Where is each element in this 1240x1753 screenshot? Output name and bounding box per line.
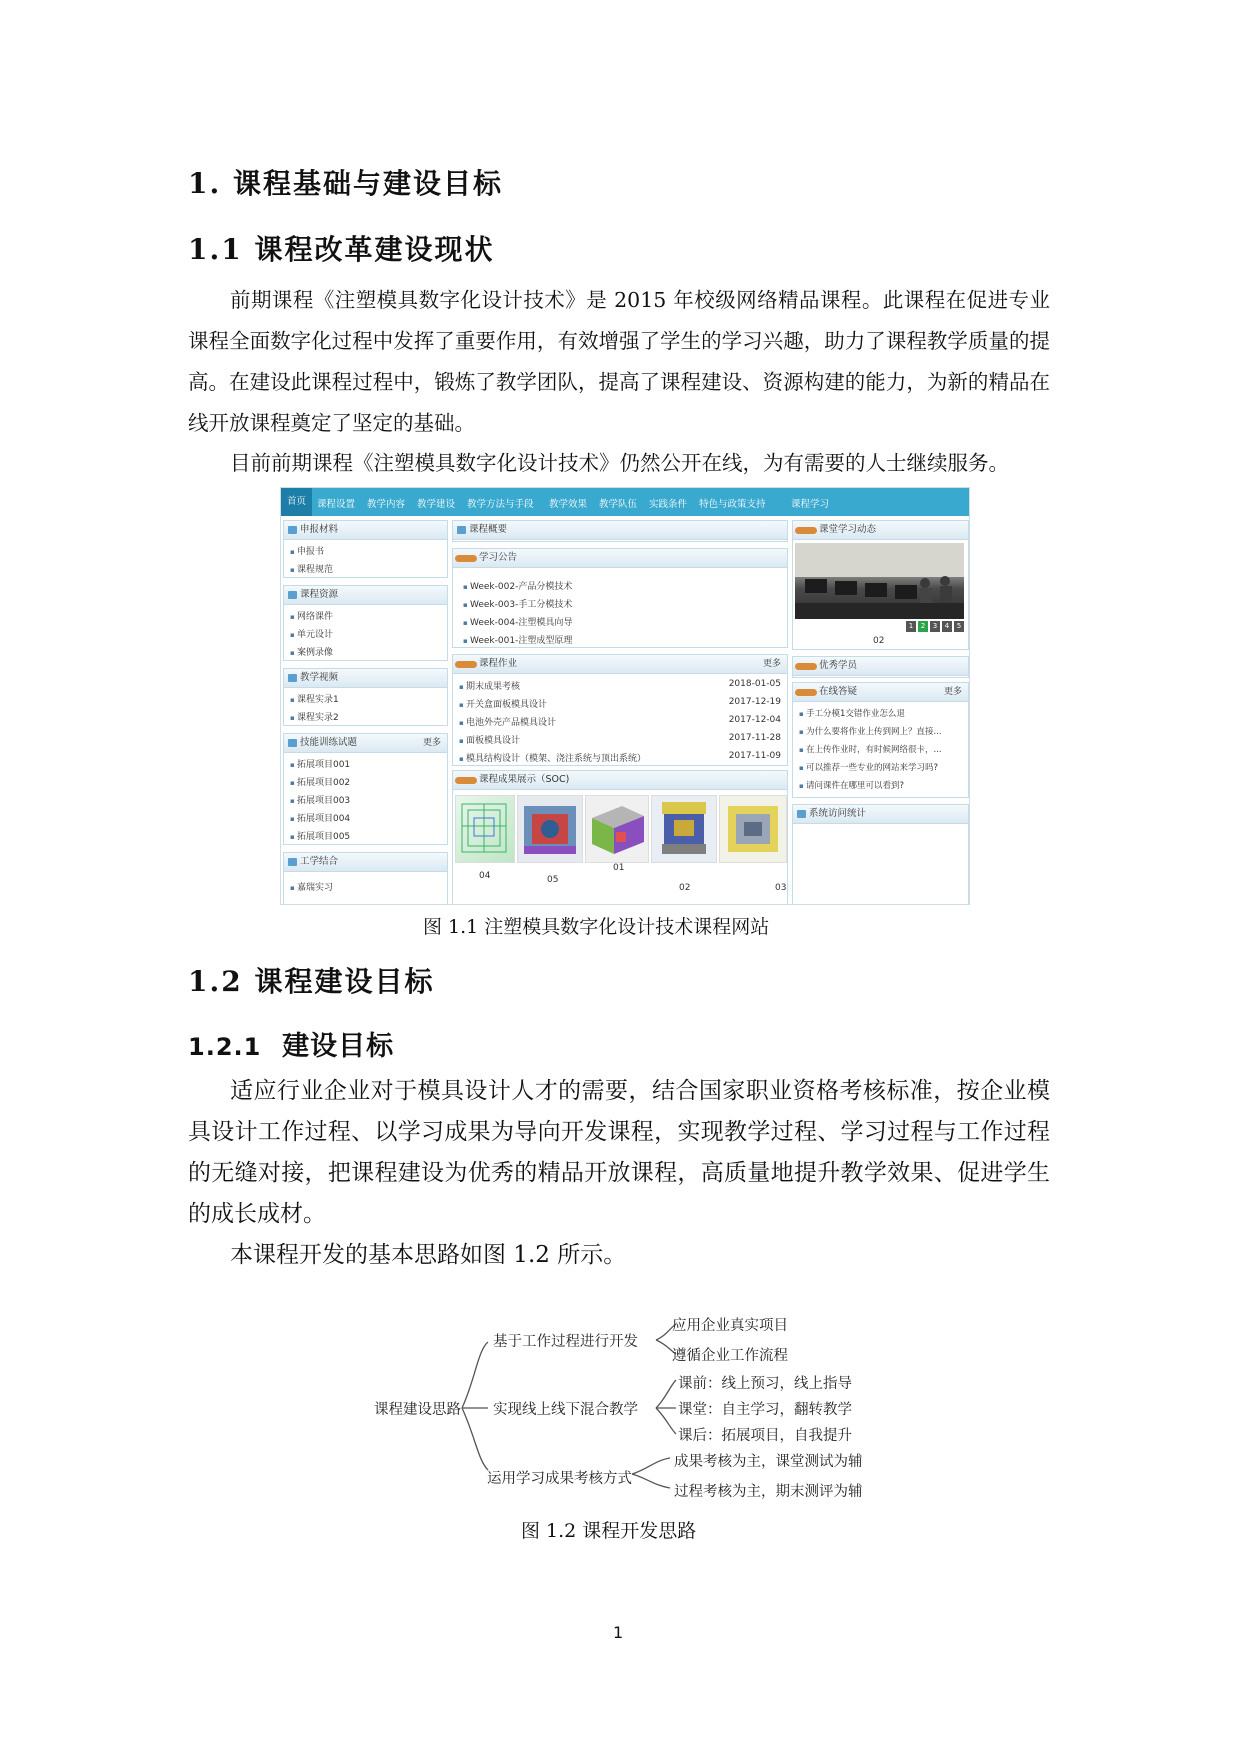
qa-item: ▪ 手工分模1交错作业怎么退 xyxy=(799,707,905,719)
soc-label: 04 xyxy=(479,871,491,881)
cad-block-icon xyxy=(586,796,648,862)
section-heading-1-2-1 xyxy=(188,1024,394,1063)
list-item: ▪ 课程实录2 xyxy=(290,710,339,723)
panel-title-text: 技能训练试题 xyxy=(300,737,358,748)
more-link: 更多 xyxy=(422,738,441,748)
nav-item-home: 首页 xyxy=(281,488,312,516)
soc-label: 05 xyxy=(547,875,559,885)
homework-date: 2017-12-19 xyxy=(728,697,781,707)
panel-notices xyxy=(452,548,788,648)
notice-item: ▪ Week-004-注塑模具向导 xyxy=(463,615,572,628)
list-item: ▪ 拓展项目001 xyxy=(290,757,350,770)
qa-item: ▪ 为什么要将作业上传到网上？直接... xyxy=(799,725,942,737)
list-item: ▪ 拓展项目004 xyxy=(290,811,350,824)
homework-date: 2017-11-28 xyxy=(728,733,781,743)
panel-title xyxy=(284,734,447,753)
mindmap-leaf: 遵循企业工作流程 xyxy=(672,1348,788,1364)
section-heading-1: 1. 课程基础与建设目标 xyxy=(188,167,503,200)
figure-caption-1-2: 图 1.2 课程开发思路 xyxy=(521,1520,697,1542)
page-number: 1 xyxy=(613,1623,624,1642)
list-item: ▪ 课程实录1 xyxy=(290,692,339,705)
list-item: ▪ 嘉瑞实习 xyxy=(290,880,333,893)
mindmap-leaf: 课前：线上预习，线上指导 xyxy=(678,1376,852,1392)
list-item: ▪ 拓展项目003 xyxy=(290,793,350,806)
list-item: ▪ 拓展项目005 xyxy=(290,829,350,842)
mindmap-leaf: 课后：拓展项目，自我提升 xyxy=(678,1428,852,1444)
list-item: ▪ 拓展项目002 xyxy=(290,775,350,788)
nav-item: 教学效果 xyxy=(549,499,588,510)
photo-pager xyxy=(904,621,964,632)
panel-application xyxy=(283,520,448,578)
homework-item: ▪ 期末成果考核 xyxy=(459,679,520,692)
panel-skill-tests xyxy=(283,733,448,845)
panel-class-dynamics xyxy=(792,520,969,650)
course-website-screenshot xyxy=(280,487,970,905)
mindmap-branch: 运用学习成果考核方式 xyxy=(487,1471,632,1487)
list-item: ▪ 网络课件 xyxy=(290,609,333,622)
panel-title xyxy=(793,683,968,702)
paragraph-course-status: 前期课程《注塑模具数字化设计技术》是 2015 年校级网络精品课程。此课程在促进专业课程全面数字化过程中发挥了重要作用，有效增强了学生的学习兴趣，助力了课程教学质量的提高。在建设此课程过程中，锻炼了教学团队，提高了课程建设、资源构建的能力，为新的精品在线开放课程奠定了坚定的基础。 xyxy=(188,288,1050,435)
list-item: ▪ 申报书 xyxy=(290,544,324,557)
nav-item: 教学方法与手段 xyxy=(467,499,534,510)
homework-date: 2018-01-05 xyxy=(728,679,781,689)
notice-item: ▪ Week-001-注塑成型原理 xyxy=(463,633,572,646)
cad-mold-icon xyxy=(518,796,582,862)
panel-title: 课程概要 xyxy=(453,521,787,540)
photo-label: 02 xyxy=(873,636,885,646)
homework-date: 2017-11-09 xyxy=(728,751,781,761)
cad-wireframe-icon xyxy=(456,796,514,862)
panel-videos xyxy=(283,668,448,726)
qa-item: ▪ 在上传作业时，有时候网络很卡，... xyxy=(799,743,942,755)
homework-item: ▪ 电池外壳产品模具设计 xyxy=(459,715,556,728)
soc-label: 01 xyxy=(613,863,625,873)
heading-text: 建设目标 xyxy=(282,1031,395,1062)
panel-title xyxy=(453,655,787,674)
nav-item: 课程学习 xyxy=(791,499,830,510)
nav-item: 教学建设 xyxy=(417,499,456,510)
panel-work-study xyxy=(283,852,448,905)
panel-title: 教学视频 xyxy=(284,669,447,688)
panel-title: 工学结合 xyxy=(284,853,447,872)
mindmap-branch: 基于工作过程进行开发 xyxy=(493,1334,638,1350)
heading-number: 1.2.1 xyxy=(188,1033,262,1061)
paragraph-course-online: 目前前期课程《注塑模具数字化设计技术》仍然公开在线，为有需要的人士继续服务。 xyxy=(230,451,1009,475)
panel-excellent-students xyxy=(792,656,969,678)
cad-mold-image xyxy=(719,795,787,863)
mindmap-root: 课程建设思路 xyxy=(374,1402,461,1418)
panel-online-qa xyxy=(792,682,969,798)
soc-label: 03 xyxy=(775,883,787,893)
panel-title: 优秀学员 xyxy=(793,657,968,676)
homework-date: 2017-12-04 xyxy=(728,715,781,725)
soc-label: 02 xyxy=(679,883,691,893)
panel-title-text: 课程作业 xyxy=(479,658,518,669)
more-link: 更多 xyxy=(762,659,781,669)
qa-item: ▪ 可以推荐一些专业的网站来学习吗? xyxy=(799,761,938,773)
cad-mold-image xyxy=(651,795,717,863)
cad-mold-image xyxy=(517,795,583,863)
pager-page: 5 xyxy=(954,621,964,632)
nav-item: 特色与政策支持 xyxy=(699,499,766,510)
cad-mold-image xyxy=(455,795,515,863)
pager-page-active: 2 xyxy=(918,621,928,632)
nav-item: 教学队伍 xyxy=(599,499,638,510)
notice-item: ▪ Week-002-产品分模技术 xyxy=(463,579,572,592)
panel-title: 系统访问统计 xyxy=(793,805,968,824)
panel-resources xyxy=(283,585,448,661)
panel-title: 课程资源 xyxy=(284,586,447,605)
mindmap-leaf: 课堂：自主学习，翻转教学 xyxy=(678,1402,852,1418)
pager-page: 4 xyxy=(942,621,952,632)
pager-page: 3 xyxy=(930,621,940,632)
list-item: ▪ 课程规范 xyxy=(290,562,333,575)
nav-item: 实践条件 xyxy=(649,499,688,510)
qa-item: ▪ 请问课件在哪里可以看到? xyxy=(799,779,904,791)
panel-title: 学习公告 xyxy=(453,549,787,568)
section-heading-1-1: 1.1 课程改革建设现状 xyxy=(188,233,495,266)
classroom-scene-icon xyxy=(795,543,964,619)
panel-soc-showcase xyxy=(452,770,788,905)
nav-item: 教学内容 xyxy=(367,499,406,510)
cad-mold-image xyxy=(585,795,649,863)
panel-title: 申报材料 xyxy=(284,521,447,540)
panel-visit-stats xyxy=(792,804,969,905)
panel-title: 课程成果展示（SOC) xyxy=(453,771,787,790)
paragraph-goals: 适应行业企业对于模具设计人才的需要，结合国家职业资格考核标准，按企业模具设计工作过程、以学习成果为导向开发课程，实现教学过程、学习过程与工作过程的无缝对接，把课程建设为优秀的精品开放课程，高质量地提升教学效果、促进学生的成长成材。 xyxy=(188,1078,1050,1227)
mindmap-leaf: 应用企业真实项目 xyxy=(672,1318,788,1334)
paragraph-diagram-intro: 本课程开发的基本思路如图 1.2 所示。 xyxy=(230,1242,627,1268)
figure-caption-1-1: 图 1.1 注塑模具数字化设计技术课程网站 xyxy=(423,916,770,938)
panel-overview xyxy=(452,520,788,542)
cad-mold-icon xyxy=(720,796,786,862)
notice-item: ▪ Week-003-手工分模技术 xyxy=(463,597,572,610)
more-link: 更多 xyxy=(943,687,962,697)
panel-title: 课堂学习动态 xyxy=(793,521,968,540)
mindmap-leaf: 成果考核为主，课堂测试为辅 xyxy=(674,1454,863,1470)
panel-title-text: 在线答疑 xyxy=(819,686,858,697)
nav-item: 课程设置 xyxy=(317,499,356,510)
homework-item: ▪ 模具结构设计（模架、浇注系统与顶出系统） xyxy=(459,751,646,764)
website-nav-bar xyxy=(281,488,969,516)
mindmap-branch: 实现线上线下混合教学 xyxy=(493,1402,638,1418)
list-item: ▪ 单元设计 xyxy=(290,627,333,640)
homework-item: ▪ 开关盒面板模具设计 xyxy=(459,697,547,710)
mindmap-leaf: 过程考核为主，期末测评为辅 xyxy=(674,1484,863,1500)
panel-homework xyxy=(452,654,788,766)
pager-page: 1 xyxy=(906,621,916,632)
homework-item: ▪ 面板模具设计 xyxy=(459,733,520,746)
list-item: ▪ 案例录像 xyxy=(290,645,333,658)
section-heading-1-2: 1.2 课程建设目标 xyxy=(188,965,435,998)
cad-assembly-icon xyxy=(652,796,716,862)
classroom-photo xyxy=(795,543,964,619)
